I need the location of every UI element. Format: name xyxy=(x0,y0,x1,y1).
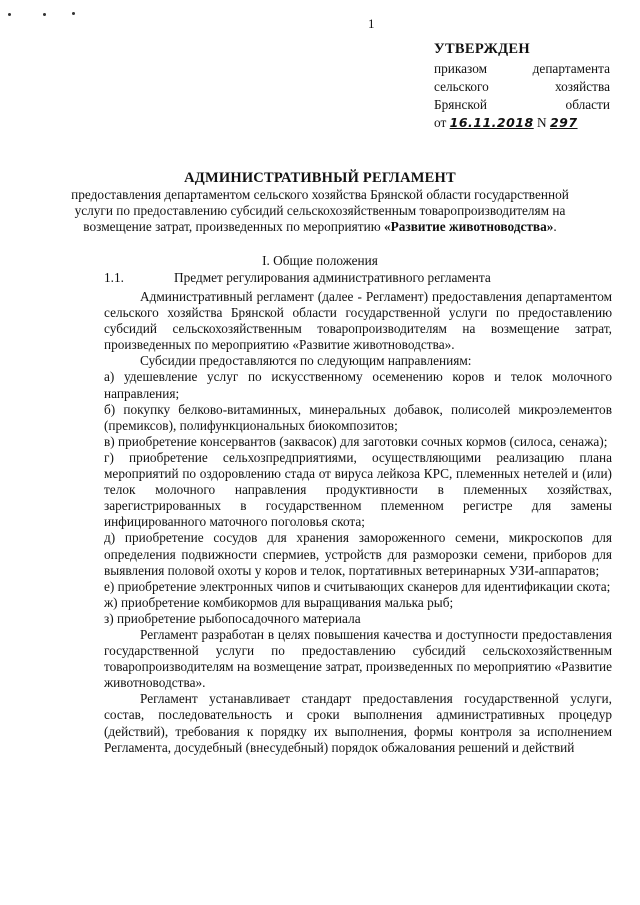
subtitle-program-name: «Развитие животноводства» xyxy=(383,219,554,234)
subsection-title: Предмет регулирования административного регламента xyxy=(174,270,491,285)
approval-line-department: сельского хозяйства xyxy=(434,79,610,94)
number-prefix: N xyxy=(537,115,547,130)
body-text xyxy=(104,289,612,756)
scan-artifact-dot xyxy=(72,12,75,15)
list-item-v: в) приобретение консервантов (заквасок) для заготовки сочных кормов (силоса, сенажа); xyxy=(104,433,608,449)
subsection-number: 1.1. xyxy=(104,270,124,285)
handwritten-number: 297 xyxy=(549,115,578,130)
scan-artifact-dot xyxy=(43,13,46,16)
approval-stamp-block xyxy=(434,40,610,132)
list-item-g: г) приобретение сельхозпредприятиями, осуществляющими реализацию плана мероприятий по оздоровлению стада от вируса лейкоза КРС, племенных нетелей и (или) телок молочного направления продуктивности в племенных хозяйствах, зарегистрированных в государственном племенном регистре для замены инфицированного маточного поголовья скота; xyxy=(104,449,612,530)
section-title: I. Общие положения xyxy=(262,253,378,268)
list-item-z: з) приобретение рыбопосадочного материала xyxy=(104,610,361,626)
subtitle-end: . xyxy=(553,219,557,234)
list-item-a: а) удешевление услуг по искусственному осеменению коров и телок молочного направления; xyxy=(104,369,612,401)
approval-title: УТВЕРЖДЕН xyxy=(434,41,530,57)
page-number: 1 xyxy=(368,16,375,31)
document-subtitle xyxy=(70,187,570,235)
approval-line-order: приказом департамента xyxy=(434,61,610,76)
paragraph: Административный регламент (далее - Регламент) предоставления департаментом сельского хозяйства Брянской области государственной услуги по предоставлению субсидий сельскохозяйственным товаропроизводителям на возмещение затрат, произведенных по мероприятию «Развитие животноводства». xyxy=(104,289,612,353)
paragraph: Субсидии предоставляются по следующим направлениям: xyxy=(140,353,472,369)
scan-artifact-dot xyxy=(8,13,11,16)
list-item-d: д) приобретение сосудов для хранения замороженного семени, микроскопов для определения подвижности спермиев, устройств для разморозки семени, приборов для выявления половой охоты у коров и телок, портативных ветеринарных УЗИ-аппаратов; xyxy=(104,530,612,578)
approval-line-region: Брянской области xyxy=(434,97,610,112)
list-item-zh: ж) приобретение комбикормов для выращивания малька рыб; xyxy=(104,594,454,610)
paragraph: Регламент устанавливает стандарт предоставления государственной услуги, состав, последовательность и сроки выполнения административных процедур (действий), требования к порядку их выполнения, формы контроля за исполнением Регламента, досудебный (внесудебный) порядок обжалования решений и действий xyxy=(104,691,612,755)
list-item-e: е) приобретение электронных чипов и считывающих сканеров для идентификации скота; xyxy=(104,578,611,594)
handwritten-date: 16.11.2018 xyxy=(449,115,534,130)
date-prefix: от xyxy=(434,115,447,130)
paragraph: Регламент разработан в целях повышения качества и доступности предоставления государственной услуги по предоставлению субсидий сельскохозяйственным товаропроизводителям на возмещение затрат, произведенных по мероприятию «Развитие животноводства». xyxy=(104,626,612,691)
list-item-b: б) покупку белково-витаминных, минеральных добавок, полисолей микроэлементов (премиксов), полифункциональных биокомпозитов; xyxy=(104,401,612,433)
approval-date-line xyxy=(434,114,610,132)
document-title: АДМИНИСТРАТИВНЫЙ РЕГЛАМЕНТ xyxy=(184,170,456,186)
subtitle-text: предоставления департаментом сельского хозяйства Брянской области государственной услуги по предоставлению субсидий сельскохозяйственным товаропроизводителям на возмещение затрат, произведенных по мероприятию xyxy=(71,187,569,234)
